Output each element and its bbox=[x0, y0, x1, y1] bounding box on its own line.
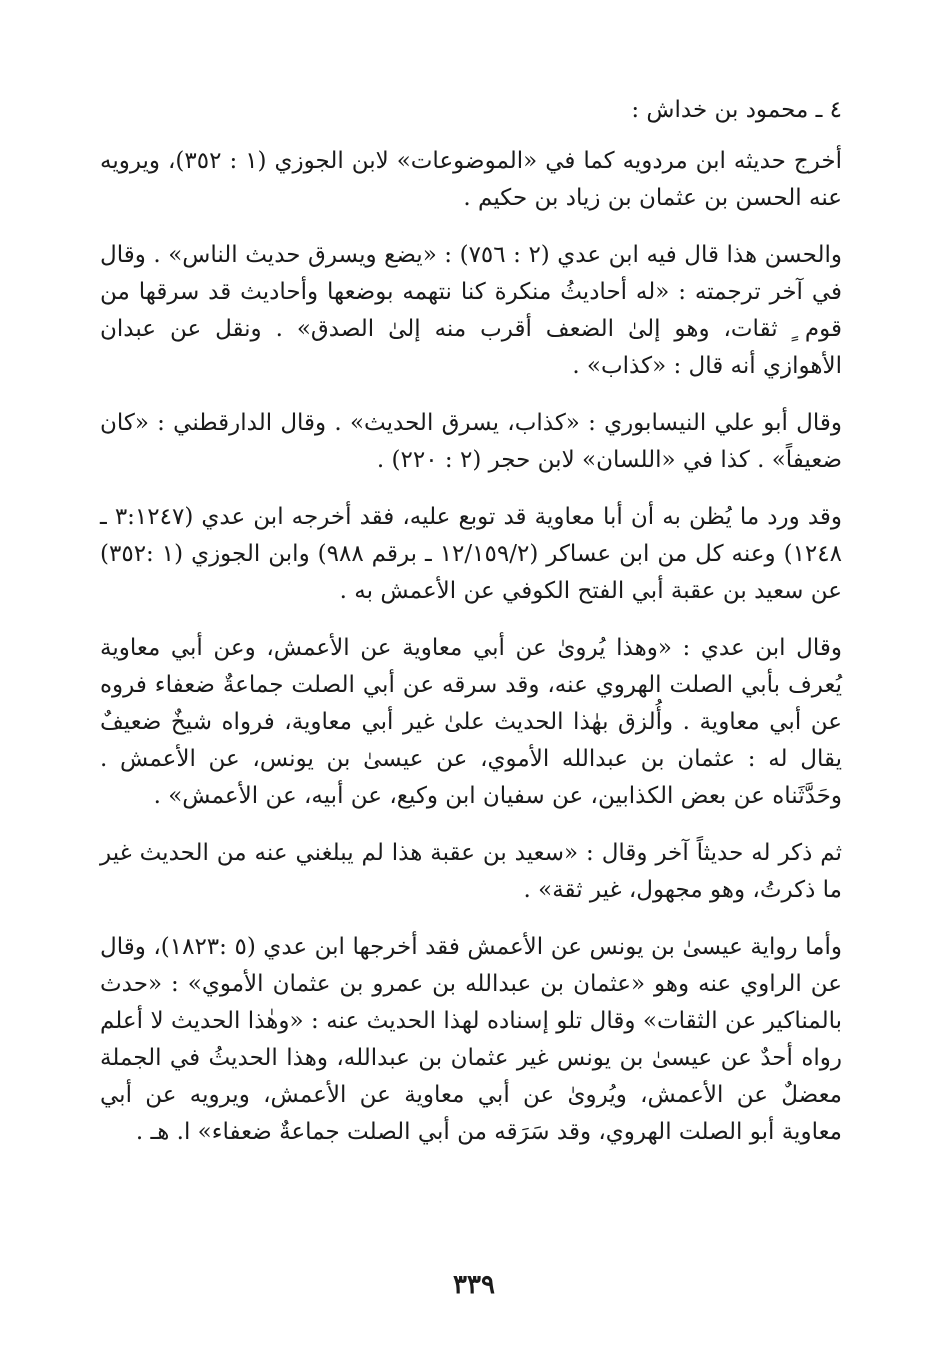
paragraph-6: ثم ذكر له حديثاً آخر وقال : «سعيد بن عقبة هذا لم يبلغني عنه من الحديث غير ما ذكرتُ، وهو مجهول، غير ثقة» . bbox=[100, 840, 842, 903]
paragraph-2: والحسن هذا قال فيه ابن عدي (٢ : ٧٥٦) : «يضع ويسرق حديث الناس» . وقال في آخر ترجمته : «له أحاديثُ منكرة كنا نتهمه بوضعها وأحاديث قد سرقها من قوم ٍ ثقات، وهو إلىٰ الضعف أقرب منه إلىٰ الصدق» . ونقل عن عبدان الأهوازي أنه قال : «كذاب» . bbox=[100, 242, 842, 379]
section-heading: ٤ ـ محمود بن خداش : bbox=[631, 97, 842, 123]
paragraph-4: وقد ورد ما يُظن به أن أبا معاوية قد توبع عليه، فقد أخرجه ابن عدي (٣:١٢٤٧ ـ ١٢٤٨) وعنه كل من ابن عساكر (١٢/١٥٩/٢ ـ برقم ٩٨٨) وابن الجوزي (١ :٣٥٢) عن سعيد بن عقبة أبي الفتح الكوفي عن الأعمش به . bbox=[100, 504, 842, 604]
page-body bbox=[100, 92, 842, 1171]
page-number: ٣٣٩ bbox=[453, 1270, 495, 1300]
paragraph-3: وقال أبو علي النيسابوري : «كذاب، يسرق الحديث» . وقال الدارقطني : «كان ضعيفاً» . كذا في «اللسان» لابن حجر (٢ : ٢٢٠) . bbox=[100, 410, 842, 473]
paragraph-7: وأما رواية عيسىٰ بن يونس عن الأعمش فقد أخرجها ابن عدي (٥ :١٨٢٣)، وقال عن الراوي عنه وهو «عثمان بن عبدالله بن عمرو بن عثمان الأموي» : «حدث بالمناكير عن الثقات» وقال تلو إسناده لهذا الحديث عنه : «وهٰذا الحديث لا أعلم رواه أحدٌ عن عيسىٰ بن يونس غير عثمان بن عبدالله، وهذا الحديثُ في الجملة معضلٌ عن الأعمش، ويُروىٰ عن أبي معاوية عن الأعمش، ويرويه عن أبي معاوية أبو الصلت الهروي، وقد سَرَقه من أبي الصلت جماعةٌ ضعفاء» ا. هـ . bbox=[100, 934, 842, 1145]
paragraph-5: وقال ابن عدي : «وهذا يُروىٰ عن أبي معاوية عن الأعمش، وعن أبي معاوية يُعرف بأبي الصلت الهروي عنه، وقد سرقه عن أبي الصلت جماعةٌ ضعفاء فروه عن أبي معاوية . وأُلزق بهٰذا الحديث علىٰ غير أبي معاوية، فرواه شيخٌ ضعيفٌ يقال له : عثمان بن عبدالله الأموي، عن عيسىٰ بن يونس، عن الأعمش . وحَدَّثَناه عن بعض الكذابين، عن سفيان ابن وكيع، عن أبيه، عن الأعمش» . bbox=[100, 635, 842, 809]
paragraph-1: أخرج حديثه ابن مردويه كما في «الموضوعات» لابن الجوزي (١ : ٣٥٢)، ويرويه عنه الحسن بن عثمان بن زياد بن حكيم . bbox=[100, 148, 842, 211]
